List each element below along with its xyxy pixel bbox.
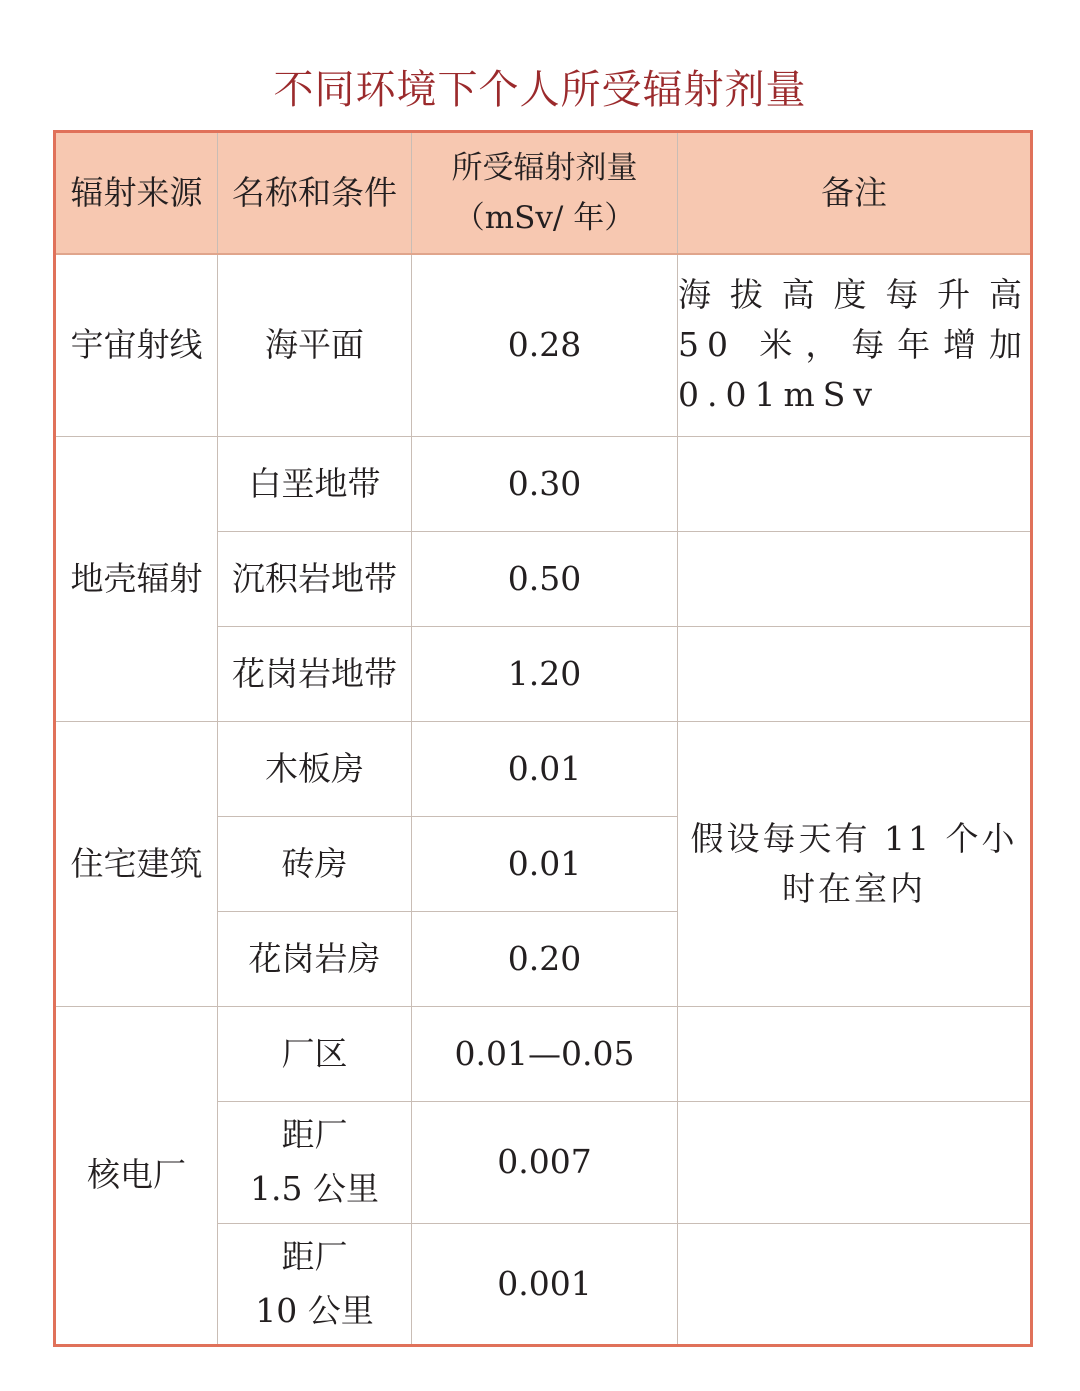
- name-line: 距厂: [281, 1115, 348, 1154]
- table-row: [55, 436, 1032, 531]
- name-cell: [218, 1101, 412, 1223]
- note-cell-empty: [678, 1101, 1032, 1223]
- name-line: 距厂: [281, 1236, 348, 1276]
- note-cell-empty: [678, 436, 1032, 531]
- dose-cell: 0.30: [412, 436, 678, 531]
- name-line: 10 公里: [255, 1290, 374, 1330]
- source-cell: 地壳辐射: [55, 436, 218, 721]
- header-dose: [412, 132, 678, 255]
- table-title: 不同环境下个人所受辐射剂量: [273, 67, 807, 113]
- name-cell: 木板房: [218, 721, 412, 816]
- table-row: [55, 1006, 1032, 1101]
- header-dose-label: 所受辐射剂量: [451, 150, 638, 186]
- name-cell: 白垩地带: [218, 436, 412, 531]
- source-cell: 核电厂: [55, 1006, 218, 1345]
- source-cell: 住宅建筑: [55, 721, 218, 1006]
- dose-cell: 0.01: [412, 816, 678, 911]
- radiation-dose-table: [53, 130, 1033, 1347]
- table-row: [55, 721, 1032, 816]
- name-cell: 花岗岩地带: [218, 626, 412, 721]
- header-row: [55, 132, 1032, 255]
- dose-cell: 0.50: [412, 531, 678, 626]
- note-cell: 海拔高度每升高 50 米，每年增加 0.01mSv: [678, 254, 1032, 436]
- note-cell-empty: [678, 531, 1032, 626]
- dose-cell: 0.01—0.05: [412, 1006, 678, 1101]
- note-cell: 假设每天有 11 个小时在室内: [678, 721, 1032, 1006]
- header-source: 辐射来源: [55, 132, 218, 255]
- name-line: 1.5 公里: [250, 1169, 379, 1208]
- dose-cell: 1.20: [412, 626, 678, 721]
- header-dose-unit: （mSv/ 年）: [453, 200, 636, 236]
- dose-cell: 0.01: [412, 721, 678, 816]
- name-cell: [218, 1223, 412, 1345]
- dose-cell: 0.007: [412, 1101, 678, 1223]
- table-row: [55, 254, 1032, 436]
- name-cell: 沉积岩地带: [218, 531, 412, 626]
- name-cell: 海平面: [218, 254, 412, 436]
- dose-cell: 0.28: [412, 254, 678, 436]
- dose-cell: 0.001: [412, 1223, 678, 1345]
- note-cell-empty: [678, 1006, 1032, 1101]
- note-cell-empty: [678, 626, 1032, 721]
- note-cell-empty: [678, 1223, 1032, 1345]
- name-cell: 花岗岩房: [218, 911, 412, 1006]
- dose-cell: 0.20: [412, 911, 678, 1006]
- header-name: 名称和条件: [218, 132, 412, 255]
- source-cell: 宇宙射线: [55, 254, 218, 436]
- header-note: 备注: [678, 132, 1032, 255]
- name-cell: 厂区: [218, 1006, 412, 1101]
- name-cell: 砖房: [218, 816, 412, 911]
